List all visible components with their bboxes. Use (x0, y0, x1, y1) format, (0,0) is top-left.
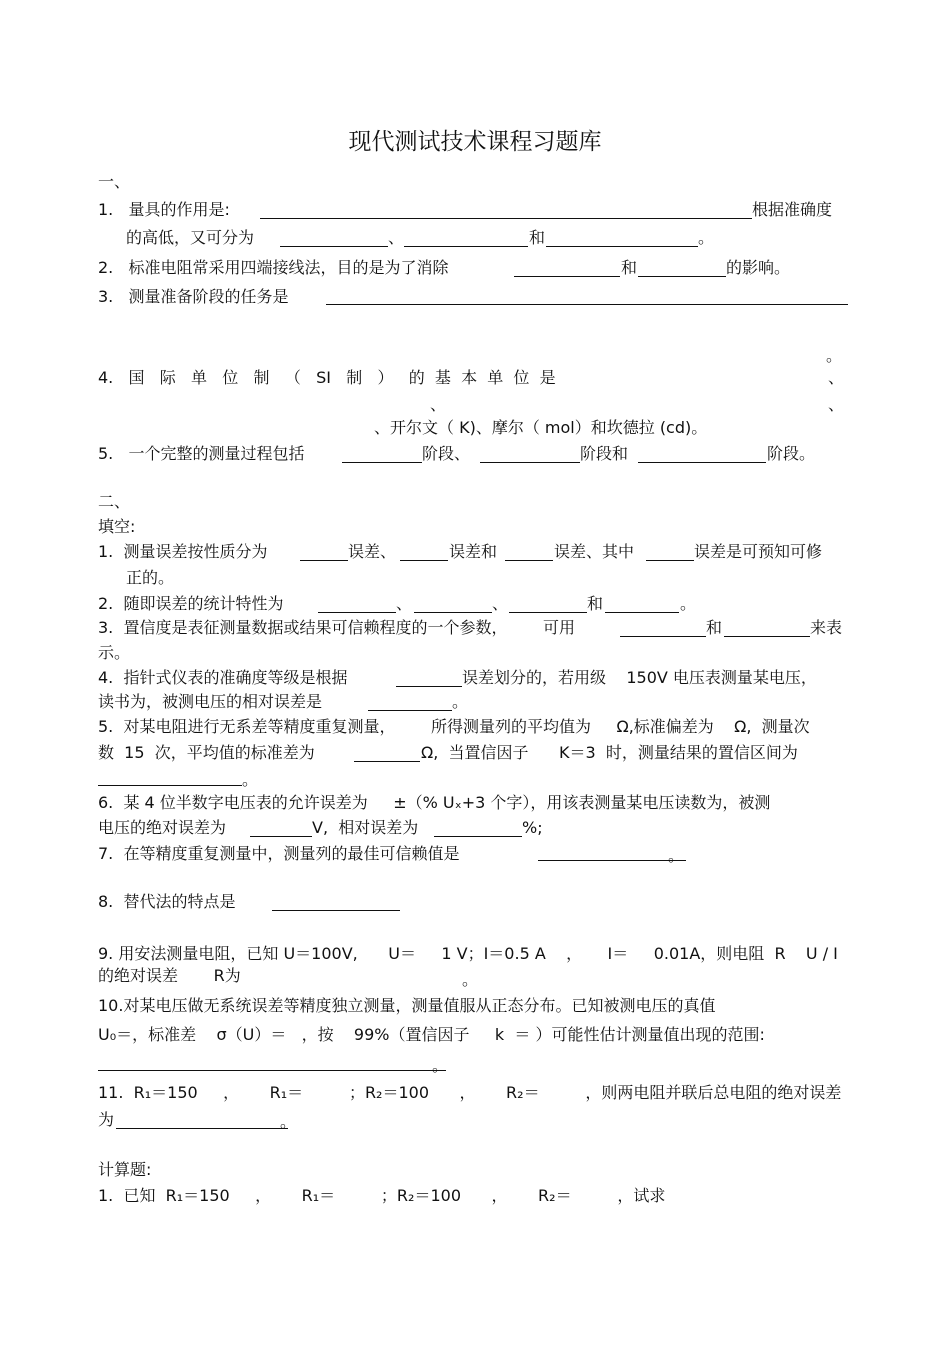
s2-q7-blank (538, 860, 686, 861)
s1-q1-sep: 、 (388, 228, 405, 247)
s2-q4-text2: 误差划分的，若用级 150V 电压表测量某电压， (462, 668, 817, 687)
s2-q2-sep2: 、 (492, 594, 509, 613)
section2-header: 二、 (98, 492, 131, 511)
s2-q6-text4: %; (522, 818, 543, 837)
s2-q1-text4: 误差、其中 (554, 542, 635, 561)
s1-q4-sep2: 、 (430, 395, 447, 414)
s2-q4-text: 4. 指针式仪表的准确度等级是根据 (98, 668, 348, 687)
s2-q10-text2: U₀＝，标准差 σ（U）＝ ，按 99%（置信因子 k ＝ ）可能性估计测量值出现的范围: (98, 1025, 765, 1044)
s1-q2-and: 和 (621, 258, 638, 277)
s2-q3-text2: 来表 (810, 618, 843, 637)
s2-q1-text2: 误差、 (348, 542, 397, 561)
s2-q7-end: 。 (668, 846, 685, 865)
s2-q6-text3: V, 相对误差为 (312, 818, 419, 837)
s2-q1-blank1 (300, 560, 348, 561)
s2-q5-text2: 数 15 次，平均值的标准差为 (98, 743, 315, 762)
s1-q1-text2: 根据准确度 (752, 200, 833, 219)
s2-q5-text3: Ω, 当置信因子 K＝3 时，测量结果的置信区间为 (421, 743, 798, 762)
s2-q2-sep1: 、 (396, 594, 413, 613)
s2-q2-blank3 (509, 612, 587, 613)
s2-q1-text: 1. 测量误差按性质分为 (98, 542, 268, 561)
section2-subheader: 填空: (98, 517, 136, 536)
s2-q8-blank (272, 910, 400, 911)
s2-q10-blank (98, 1070, 446, 1071)
s2-q5-blank2 (98, 785, 242, 786)
section3-header: 计算题: (98, 1160, 152, 1179)
s1-q1-blank2 (280, 246, 388, 247)
s2-q2-text: 2. 随即误差的统计特性为 (98, 594, 284, 613)
s1-q4-text: 4. 国 际 单 位 制 （ SI 制 ） 的 基 本 单 位 是 (98, 368, 556, 387)
s2-q7-text: 7. 在等精度重复测量中，测量列的最佳可信赖值是 (98, 844, 460, 863)
s2-q4-text3: 读书为，被测电压的相对误差是 (98, 692, 323, 711)
s2-q5-end: 。 (242, 770, 259, 789)
s2-q4-end: 。 (452, 692, 469, 711)
s1-q4-text2: 、开尔文（ K)、摩尔（ mol）和坎德拉 (cd)。 (374, 418, 708, 437)
s2-q2-blank1 (318, 612, 396, 613)
s2-q1-text5: 误差是可预知可修 (694, 542, 823, 561)
s1-q5-text4: 阶段。 (767, 444, 816, 463)
s2-q9-end: 。 (462, 970, 479, 989)
s1-q2-blank1 (514, 276, 620, 277)
s1-q5-blank2 (480, 462, 580, 463)
s2-q3-blank2 (724, 636, 810, 637)
s2-q2-blank2 (414, 612, 492, 613)
s2-q6-blank1 (250, 836, 312, 837)
s2-q1-blank2 (400, 560, 448, 561)
s1-q1-text: 1. 量具的作用是: (98, 200, 230, 219)
s2-q1-text3: 误差和 (449, 542, 498, 561)
s2-q11-end: 。 (280, 1112, 297, 1131)
s2-q3-blank1 (620, 636, 706, 637)
document-title: 现代测试技术课程习题库 (348, 129, 602, 155)
s2-q9-text2: 的绝对误差 R为 (98, 966, 241, 985)
s1-q5-text2: 阶段、 (422, 444, 471, 463)
s2-q6-blank2 (434, 836, 522, 837)
s2-q3-and: 和 (706, 618, 723, 637)
s2-q1-blank3 (505, 560, 553, 561)
s2-q4-blank1 (396, 686, 462, 687)
s1-q1-blank3 (404, 246, 528, 247)
s1-q1-and: 和 (529, 228, 546, 247)
s1-q3-blank (326, 304, 848, 305)
s1-q2-text2: 的影响。 (726, 258, 791, 277)
s1-q1-blank4 (546, 246, 698, 247)
s1-q4-sep1: 、 (828, 368, 845, 387)
s2-q9-text: 9. 用安法测量电阻，已知 U＝100V, U＝ 1 V；I＝0.5 A ， I＝ 0.01A，则电阻 R U / I (98, 944, 838, 963)
s1-q5-blank3 (638, 462, 766, 463)
s2-q5-blank1 (354, 761, 420, 762)
s1-q2-text: 2. 标准电阻常采用四端接线法，目的是为了消除 (98, 258, 449, 277)
s1-q1-text3: 的高低，又可分为 (126, 228, 255, 247)
s1-q4-sep3: 、 (828, 395, 845, 414)
s3-q1-text: 1. 已知 R₁＝150 ， R₁＝ ；R₂＝100 ， R₂＝ ，试求 (98, 1186, 666, 1205)
s2-q11-text2: 为 (98, 1110, 115, 1129)
s2-q1-blank4 (646, 560, 694, 561)
s2-q10-text: 10.对某电压做无系统误差等精度独立测量，测量值服从正态分布。已知被测电压的真值 (98, 996, 716, 1015)
s2-q2-end: 。 (680, 594, 697, 613)
s2-q10-end: 。 (432, 1056, 449, 1075)
s2-q11-blank (116, 1128, 288, 1129)
s1-q1-blank1 (260, 218, 752, 219)
s1-q1-end: 。 (698, 228, 715, 247)
s1-q5-text3: 阶段和 (580, 444, 629, 463)
s1-q5-text: 5. 一个完整的测量过程包括 (98, 444, 305, 463)
s2-q8-text: 8. 替代法的特点是 (98, 892, 236, 911)
s2-q3-text3: 示。 (98, 643, 131, 662)
s1-q3-end: 。 (826, 346, 843, 365)
s2-q6-text: 6. 某 4 位半数字电压表的允许误差为 ±（% Uₓ+3 个字），用该表测量某电压读数为，被测 (98, 793, 771, 812)
s2-q2-and: 和 (587, 594, 604, 613)
s2-q3-text: 3. 置信度是表征测量数据或结果可信赖程度的一个参数， 可用 (98, 618, 576, 637)
s2-q11-text: 11. R₁＝150 ， R₁＝ ；R₂＝100 ， R₂＝ ，则两电阻并联后总电阻的绝对误差 (98, 1083, 842, 1102)
section1-header: 一、 (98, 172, 131, 191)
s2-q4-blank2 (368, 710, 452, 711)
s1-q5-blank1 (342, 462, 422, 463)
s2-q2-blank4 (605, 612, 679, 613)
s2-q6-text2: 电压的绝对误差为 (98, 818, 227, 837)
s2-q5-text: 5. 对某电阻进行无系差等精度重复测量， 所得测量列的平均值为 Ω,标准偏差为 Ω, 测量次 (98, 717, 810, 736)
s1-q2-blank2 (638, 276, 726, 277)
s2-q1-text6: 正的。 (126, 568, 175, 587)
s1-q3-text: 3. 测量准备阶段的任务是 (98, 287, 289, 306)
